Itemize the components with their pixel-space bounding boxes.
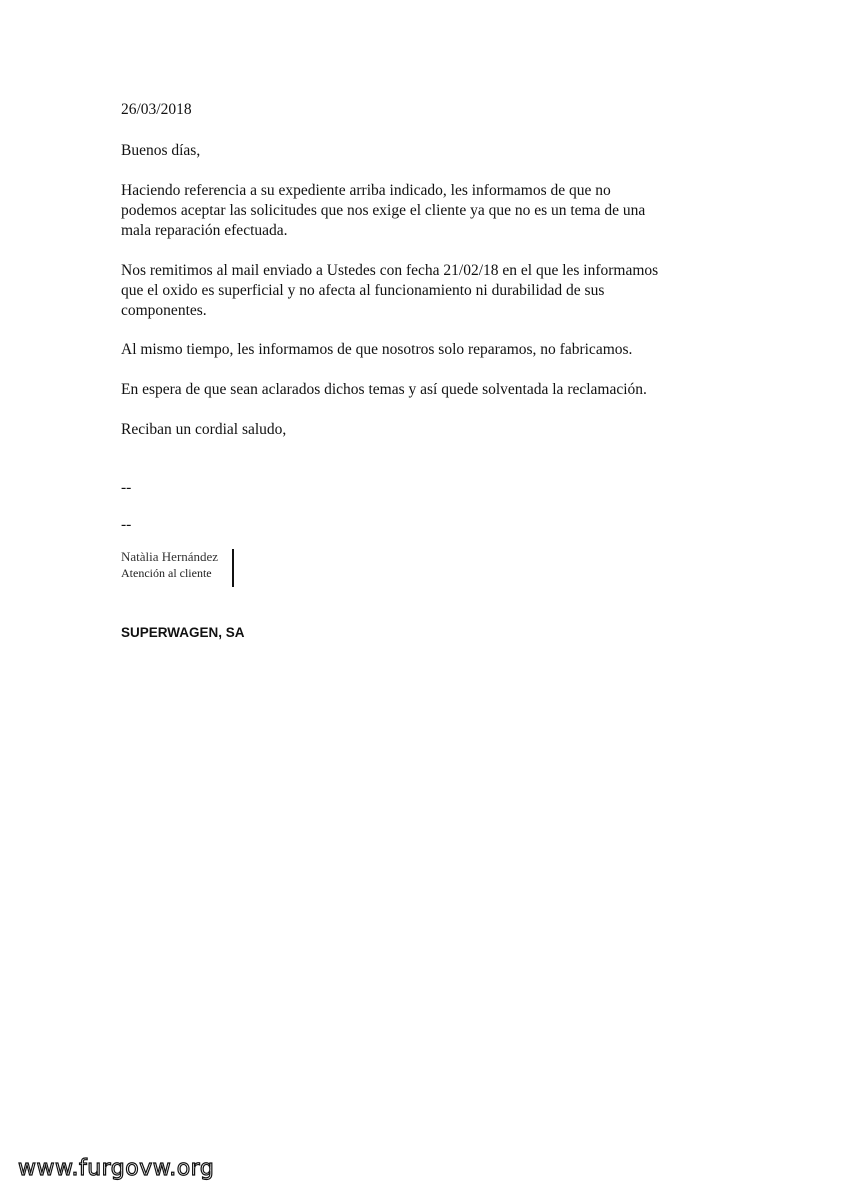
paragraph-expediente bbox=[121, 181, 721, 241]
paragraph-line: mala reparación efectuada. bbox=[121, 222, 288, 239]
letter-date: 26/03/2018 bbox=[121, 101, 192, 118]
signature-block bbox=[121, 549, 234, 587]
paragraph-line: podemos aceptar las solicitudes que nos exige el cliente ya que no es un tema de una bbox=[121, 202, 646, 219]
paragraph-mail-reference bbox=[121, 261, 721, 321]
signature-name: Natàlia Hernández bbox=[121, 549, 219, 564]
separator-line: -- bbox=[121, 516, 132, 533]
signature-role: Atención al cliente bbox=[121, 566, 212, 580]
company-name: SUPERWAGEN, SA bbox=[121, 625, 245, 640]
paragraph-line: Nos remitimos al mail enviado a Ustedes con fecha 21/02/18 en el que les informamos bbox=[121, 262, 659, 279]
greeting: Buenos días, bbox=[121, 142, 201, 159]
paragraph-line: Haciendo referencia a su expediente arriba indicado, les informamos de que no bbox=[121, 182, 611, 199]
paragraph-repair-note: Al mismo tiempo, les informamos de que nosotros solo reparamos, no fabricamos. bbox=[121, 341, 633, 358]
watermark: www.furgovw.org bbox=[18, 1156, 215, 1181]
paragraph-line: que el oxido es superficial y no afecta al funcionamiento ni durabilidad de sus bbox=[121, 282, 605, 299]
paragraph-resolution: En espera de que sean aclarados dichos temas y así quede solventada la reclamación. bbox=[121, 381, 647, 398]
separator-line: -- bbox=[121, 479, 132, 496]
paragraph-line: componentes. bbox=[121, 302, 207, 319]
closing: Reciban un cordial saludo, bbox=[121, 421, 287, 438]
